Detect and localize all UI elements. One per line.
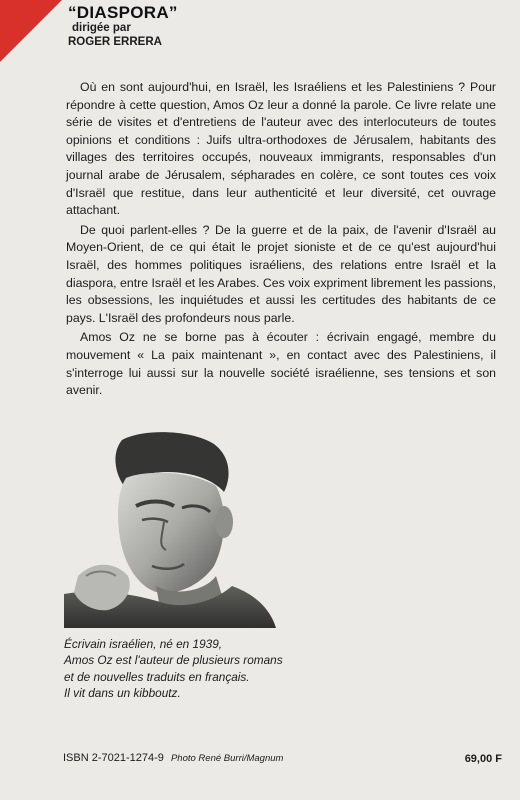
caption-line: Amos Oz est l'auteur de plusieurs romans [64, 653, 283, 668]
price: 69,00 F [464, 753, 502, 765]
series-subtitle: dirigée par [72, 22, 131, 34]
blurb-text [66, 79, 496, 402]
blurb-paragraph-3: Amos Oz ne se borne pas à écouter : écrivain engagé, membre du mouvement « La paix maintenant », en contact avec des Palestiniens, il s'interroge lui aussi sur la nouvelle société israélienne, ses tensions et son avenir. [66, 330, 496, 398]
series-editor: ROGER ERRERA [68, 35, 162, 48]
blurb-paragraph-2: De quoi parlent-elles ? De la guerre et de la paix, de l'avenir d'Israël au Moyen-Orient, de ce qui était le projet sioniste et de ce qu'est aujourd'hui Israël, des hommes politiques israéliens, des relations entre Israël et la diaspora, entre Israël et les Arabes. Ces voix expriment librement les passions, les obsessions, les inquiétudes et aussi les certitudes des habitants de ce pays. L'Israël des profondeurs nous parle. [66, 222, 496, 325]
photo-caption [64, 636, 364, 702]
series-header [68, 4, 178, 48]
red-corner-triangle [0, 0, 62, 62]
caption-line: et de nouvelles traduits en français. [64, 669, 250, 684]
isbn-number: ISBN 2-7021-1274-9 [63, 752, 164, 764]
photo-credit: Photo René Burri/Magnum [170, 753, 284, 764]
caption-line: Écrivain israélien, né en 1939, [64, 637, 223, 651]
red-triangle-shape [0, 0, 62, 62]
isbn-line [63, 752, 283, 764]
blurb-paragraph-1: Où en sont aujourd'hui, en Israël, les Israéliens et les Palestiniens ? Pour répondre à cette question, Amos Oz leur a donné la parole. Ce livre relate une série de visites et d'entretiens de l'auteur avec des interlocuteurs de toutes opinions et conditions : Juifs ultra-orthodoxes de Jérusalem, habitants des villages des territoires occupés, nouveaux immigrants, responsables d'un journal arabe de Jérusalem, sépharades en colère, ce sont toutes ces voix d'Israël que restitue, dans leur authenticité et leur diversité, cet ouvrage attachant. [66, 80, 496, 218]
series-title: “DIASPORA” [68, 3, 178, 22]
author-photo [64, 426, 276, 628]
caption-line: Il vit dans un kibboutz. [64, 686, 181, 701]
